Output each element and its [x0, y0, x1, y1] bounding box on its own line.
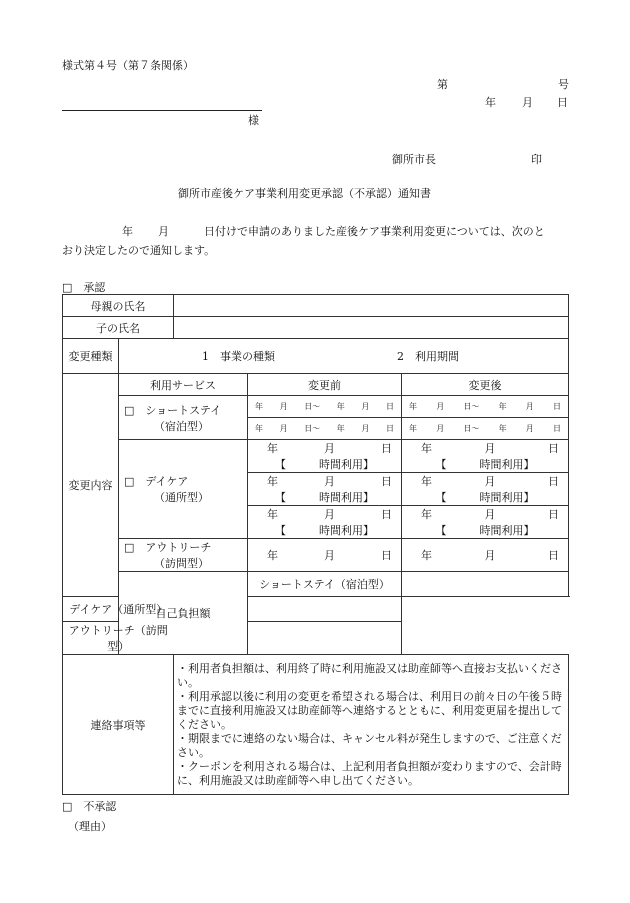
- self-pay-daycare-field[interactable]: [248, 597, 402, 622]
- shortstay-before-period-1[interactable]: 年 月 日～ 年 月 日: [248, 396, 402, 418]
- intro-year: 年: [122, 225, 133, 238]
- daycare-after-date-1[interactable]: 年 月 日 【 時間利用】: [402, 440, 569, 473]
- child-name-label: 子の氏名: [63, 317, 174, 339]
- self-pay-label: 自己負担額: [119, 572, 248, 655]
- mother-name-field[interactable]: [174, 295, 569, 317]
- daycare-after-date-3[interactable]: 年 月 日 【 時間利用】: [402, 506, 569, 539]
- change-type-label: 変更種類: [63, 339, 119, 374]
- change-type-options: [119, 339, 569, 374]
- service-outreach[interactable]: □ アウトリーチ （訪問型）: [119, 539, 248, 572]
- mother-name-label: 母親の氏名: [63, 295, 174, 317]
- intro-line2: おり決定したので通知します。: [62, 244, 216, 257]
- note-item: ・利用承認以後に利用の変更を希望される場合は、利用日の前々日の午後５時までに直接利用施設又は助産師等へ連絡するとともに、利用変更届を提出してください。: [177, 689, 562, 731]
- child-name-field[interactable]: [174, 317, 569, 339]
- service-shortstay[interactable]: □ ショートステイ （宿泊型）: [119, 396, 248, 440]
- change-type-option-2[interactable]: 2 利用期間: [397, 350, 459, 363]
- self-pay-outreach-field[interactable]: [248, 622, 402, 655]
- reason-label: （理由）: [68, 820, 112, 833]
- self-pay-shortstay-field[interactable]: [402, 572, 569, 597]
- daycare-before-date-3[interactable]: 年 月 日 【 時間利用】: [248, 506, 402, 539]
- date-year: 年: [485, 96, 496, 109]
- shortstay-before-period-2[interactable]: 年 月 日～ 年 月 日: [248, 418, 402, 440]
- service-daycare[interactable]: □ デイケア （通所型）: [119, 440, 248, 539]
- document-title: 御所市産後ケア事業利用変更承認（不承認）通知書: [178, 187, 431, 200]
- before-header: 変更前: [248, 374, 402, 396]
- approval-table: [62, 294, 569, 795]
- issuer-title: 御所市長: [392, 153, 436, 166]
- date-month: 月: [522, 96, 533, 109]
- intro-month: 月: [158, 225, 169, 238]
- shortstay-after-period-2[interactable]: 年 月 日～ 年 月 日: [402, 418, 569, 440]
- self-pay-shortstay-label: ショートステイ（宿泊型）: [248, 572, 402, 597]
- self-pay-outreach-label: アウトリーチ（訪問型）: [63, 622, 174, 655]
- change-content-label: 変更内容: [63, 374, 119, 597]
- number-prefix: 第: [437, 78, 448, 91]
- daycare-before-date-2[interactable]: 年 月 日 【 時間利用】: [248, 473, 402, 506]
- number-suffix: 号: [558, 78, 569, 91]
- shortstay-after-period-1[interactable]: 年 月 日～ 年 月 日: [402, 396, 569, 418]
- notes-label: 連絡事項等: [63, 655, 174, 795]
- reject-checkbox-label[interactable]: □ 不承認: [62, 800, 117, 813]
- note-item: ・利用者負担額は、利用終了時に利用施設又は助産師等へ直接お支払いください。: [177, 661, 562, 689]
- outreach-before-date[interactable]: 年 月 日: [248, 539, 402, 572]
- self-pay-daycare-label: デイケア（通所型）: [63, 597, 174, 622]
- daycare-after-date-2[interactable]: 年 月 日 【 時間利用】: [402, 473, 569, 506]
- daycare-before-date-1[interactable]: 年 月 日 【 時間利用】: [248, 440, 402, 473]
- change-type-option-1[interactable]: 1 事業の種類: [202, 350, 275, 363]
- outreach-after-date[interactable]: 年 月 日: [402, 539, 569, 572]
- intro-line1: 日付けで申請のありました産後ケア事業利用変更については、次のと: [204, 225, 545, 238]
- addressee-suffix: 様: [248, 114, 259, 127]
- notes-content: [174, 655, 569, 795]
- after-header: 変更後: [402, 374, 569, 396]
- note-item: ・クーポンを利用される場合は、上記利用者負担額が変わりますので、会計時に、利用施設又は助産師等へ申し出てください。: [177, 759, 562, 787]
- date-day: 日: [557, 96, 568, 109]
- approve-checkbox-label[interactable]: □ 承認: [62, 281, 106, 294]
- addressee-line: [62, 110, 262, 111]
- service-header: 利用サービス: [119, 374, 248, 396]
- note-item: ・期限までに連絡のない場合は、キャンセル料が発生しますので、ご注意ください。: [177, 731, 562, 759]
- seal-mark: 印: [531, 153, 542, 166]
- form-number: 様式第４号（第７条関係）: [62, 59, 194, 72]
